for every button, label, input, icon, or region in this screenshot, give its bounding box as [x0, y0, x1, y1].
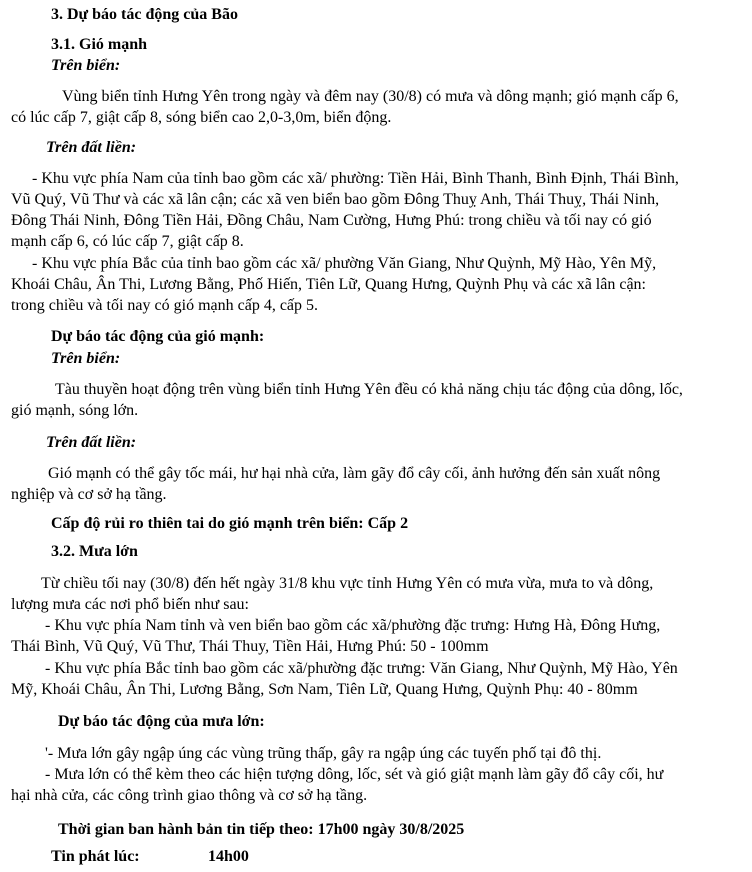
section-3-heading: 3. Dự báo tác động của Bão: [51, 6, 238, 23]
rain-text-line: - Khu vực phía Nam tỉnh và ven biển bao gồm các xã/phường đặc trưng: Hưng Hà, Đông Hưng,: [45, 617, 661, 634]
sea-text-line: Vùng biển tỉnh Hưng Yên trong ngày và đêm nay (30/8) có mưa và dông mạnh; gió mạnh cấp 6,: [62, 88, 679, 105]
issued-label: Tin phát lúc:: [51, 848, 140, 865]
land-text-line: - Khu vực phía Bắc của tỉnh bao gồm các xã/ phường Văn Giang, Như Quỳnh, Mỹ Hào, Yên Mỹ,: [32, 255, 657, 272]
land-text-line: Đông Thái Ninh, Đông Tiền Hải, Đồng Châu, Nam Cường, Hưng Phú: trong chiều và tối nay có gió: [11, 212, 652, 229]
land-text-line: - Khu vực phía Nam của tỉnh bao gồm các xã/ phường: Tiền Hải, Bình Thanh, Bình Định, Thái Bình,: [32, 170, 679, 187]
rain-text-line: lượng mưa các nơi phổ biến như sau:: [11, 596, 249, 613]
land-text-line: trong chiều và tối nay có gió mạnh cấp 4, cấp 5.: [11, 297, 319, 314]
rain-text-line: - Khu vực phía Bắc tỉnh bao gồm các xã/phường đặc trưng: Văn Giang, Như Quỳnh, Mỹ Hào, Yên: [45, 660, 678, 677]
issued-time: 14h00: [208, 848, 249, 865]
land-label: Trên đất liền:: [46, 139, 137, 156]
wind-impact-land-line: nghiệp và cơ sở hạ tầng.: [11, 486, 167, 503]
rain-text-line: Từ chiều tối nay (30/8) đến hết ngày 31/8 khu vực tỉnh Hưng Yên có mưa vừa, mưa to và dông,: [41, 575, 654, 592]
section-3-2-heading: 3.2. Mưa lớn: [51, 543, 138, 560]
rain-impact-line: - Mưa lớn có thể kèm theo các hiện tượng dông, lốc, sét và gió giật mạnh làm gãy đổ cây cối, hư: [45, 766, 664, 783]
land-text-line: Vũ Quý, Vũ Thư và các xã lân cận; các xã ven biển bao gồm Đông Thuỵ Anh, Thái Thuỵ, Thái Ninh,: [11, 191, 660, 208]
land-text-line: Khoái Châu, Ân Thi, Lương Bằng, Phố Hiến, Tiên Lữ, Quang Hưng, Quỳnh Phụ và các xã lân cận:: [11, 276, 646, 293]
wind-risk-level: Cấp độ rủi ro thiên tai do gió mạnh trên biển: Cấp 2: [51, 515, 409, 532]
rain-impact-heading: Dự báo tác động của mưa lớn:: [58, 713, 265, 730]
rain-impact-line: hại nhà cửa, các công trình giao thông và cơ sở hạ tầng.: [11, 787, 368, 804]
wind-impact-sea-label: Trên biển:: [51, 350, 121, 367]
next-issue-time: Thời gian ban hành bản tin tiếp theo: 17h00 ngày 30/8/2025: [58, 821, 465, 838]
sea-text-line: có lúc cấp 7, giật cấp 8, sóng biển cao 2,0-3,0m, biển động.: [11, 109, 392, 126]
wind-impact-sea-line: gió mạnh, sóng lớn.: [11, 402, 139, 419]
rain-text-line: Mỹ, Khoái Châu, Ân Thi, Lương Bằng, Sơn Nam, Tiên Lữ, Quang Hưng, Quỳnh Phụ: 40 - 80mm: [11, 681, 638, 698]
rain-text-line: Thái Bình, Vũ Quý, Vũ Thư, Thái Thuy, Tiền Hải, Hưng Phú: 50 - 100mm: [11, 638, 489, 655]
wind-impact-land-label: Trên đất liền:: [46, 434, 137, 451]
section-3-1-heading: 3.1. Gió mạnh: [51, 36, 148, 53]
land-text-line: mạnh cấp 6, có lúc cấp 7, giật cấp 8.: [11, 233, 244, 250]
wind-impact-heading: Dự báo tác động của gió mạnh:: [51, 328, 265, 345]
wind-impact-sea-line: Tàu thuyền hoạt động trên vùng biển tỉnh Hưng Yên đều có khả năng chịu tác động của dông, lốc,: [55, 381, 683, 398]
wind-impact-land-line: Gió mạnh có thể gây tốc mái, hư hại nhà cửa, làm gãy đổ cây cối, ảnh hưởng đến sản xuất nông: [48, 465, 661, 482]
rain-impact-line: '- Mưa lớn gây ngập úng các vùng trũng thấp, gây ra ngập úng các tuyến phố tại đô thị.: [45, 745, 602, 762]
sea-label: Trên biển:: [51, 57, 121, 74]
